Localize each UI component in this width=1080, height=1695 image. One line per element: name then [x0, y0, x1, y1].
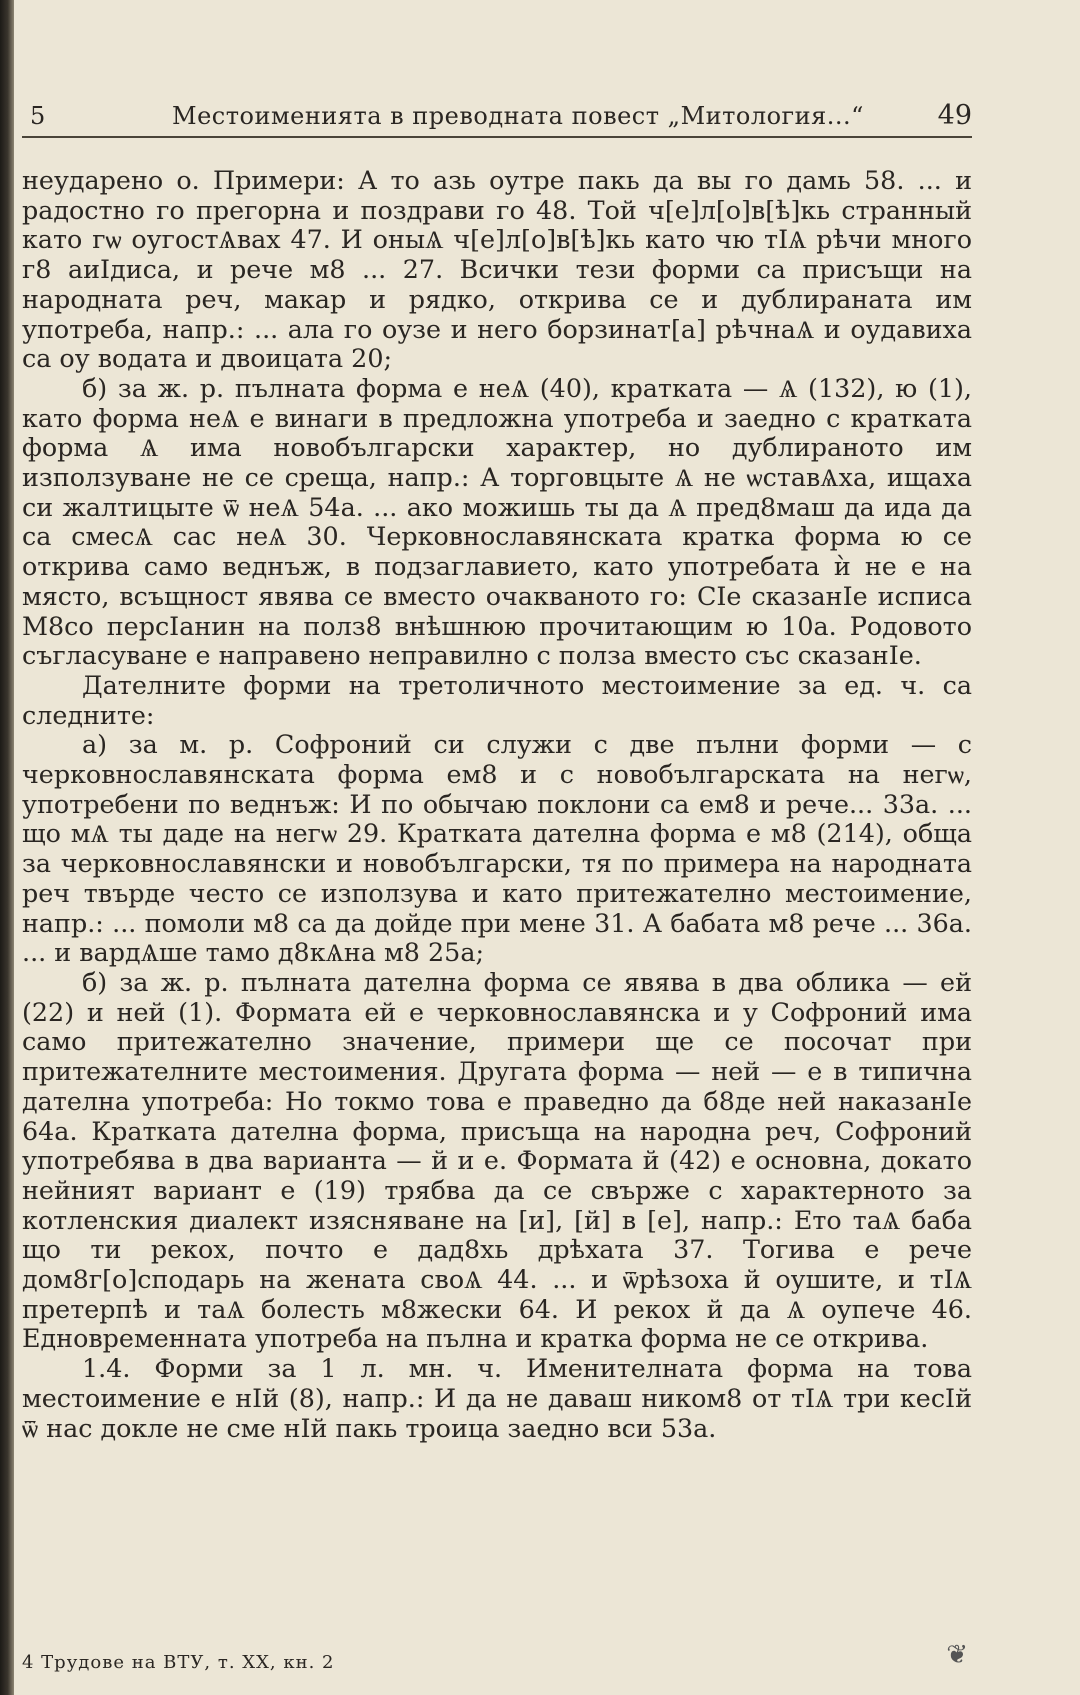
paragraph-dative-intro: Дателните форми на третоличното местоимение за ед. ч. са следните: — [22, 669, 972, 730]
body-text — [22, 166, 972, 1443]
paragraph-continuation: неударено о. Примери: А то азь оутре пакь да вы го дамь 58. ... и радостно го прегорна и поздрави го 48. Той ч[е]л[о]в[ѣ]кь странный като гѡ оугостѦвах 47. И оныѦ ч[е]л[о]в[ѣ]кь като чю тІѦ рѣчи много г8 аиІдиса, и рече м8 ... 27. Всички тези форми са присъщи на народната реч, макар и рядко, открива се и дублираната им употреба, напр.: ... ала го оузе и него борзинат[а] рѣчнаѦ и оудавиха са оу водата и двоицата 20; — [22, 165, 972, 374]
paragraph-feminine-short-forms: б) за ж. р. пълната форма е неѦ (40), кратката — Ѧ (132), ю (1), като форма неѦ е винаги в предложна употреба и заедно с кратката форма Ѧ има новобългарски характер, но дублираното им използуване не се среща, напр.: А торговцыте Ѧ не ѡставѦха, ищаха си жалтицыте ѿ неѦ 54а. ... ако можишь ты да Ѧ пред8маш да ида да са смесѦ сас неѦ 30. Черковнославянската кратка форма ю се открива само веднъж, в подзаглавието, като употребата ѝ не е на място, всъщност явява се вместо очакваното го: СІе сказанІе исписа М8со персІанин на полз8 внѣшнюю прочитающим ю 10а. Родовото съгласуване е направено неправилно с полза вместо със сказанІе. — [22, 372, 972, 671]
paragraph-feminine-dative: б) за ж. р. пълната дателна форма се явява в два облика — ей (22) и ней (1). Формата ей е черковнославянска и у Софроний има само притежателно значение, примери ще се посочат при притежателните местоимения. Другата форма — ней — е в типична дателна употреба: Но токмо това е праведно да б8де ней наказанІе 64а. Кратката дателна форма, присъща на народна реч, Софроний употребява в два варианта — й и е. Формата й (42) е основна, докато нейният вариант е (19) трябва да се свърже с характерното за котленския диалект изясняване на [и], [й] в [е], напр.: Ето таѦ баба що ти рекох, почто е дад8хь дрѣхата 37. Тогива е рече дом8г[о]сподарь на жената своѦ 44. ... и ѿрѣзоха й оушите, и тІѦ претерпѣ и таѦ болесть м8жески 64. И рекох й да Ѧ оупече 46. Едновременната употреба на пълна и кратка форма не се открива. — [22, 966, 972, 1354]
header-title: Местоименията в преводната повест „Митология...“ — [172, 102, 864, 130]
page — [22, 88, 972, 1688]
paragraph-masculine-dative: а) за м. р. Софроний си служи с две пълни форми — с черковнославянската форма ем8 и с новобългарската на негѡ, употребени по веднъж: И по обычаю поклони са ем8 и рече... 33а. ... що мѦ ты даде на негѡ 29. Кратката дателна форма е м8 (214), обща за черковнославянски и новобългарски, тя по примера на народната реч твърде често се използува и като притежателно местоимение, напр.: ... помоли м8 са да дойде при мене 31. А бабата м8 рече ... 36а. ... и вардѦше тамо д8кѦна м8 25а; — [22, 729, 972, 968]
footer-signature: 4 Трудове на ВТУ, т. XX, кн. 2 — [22, 1652, 335, 1673]
page-number: 49 — [937, 100, 972, 131]
running-header — [22, 88, 972, 138]
header-section-mark: 5 — [30, 102, 46, 130]
book-spine-shadow — [0, 0, 14, 1695]
ornament-icon: ❦ — [946, 1640, 968, 1670]
paragraph-first-person-plural: 1.4. Форми за 1 л. мн. ч. Именителната форма на това местоимение е нІй (8), напр.: И да не даваш ником8 от тІѦ три кесІй ѿ нас докле не сме нІй пакь троица заедно вси 53а. — [22, 1353, 972, 1443]
